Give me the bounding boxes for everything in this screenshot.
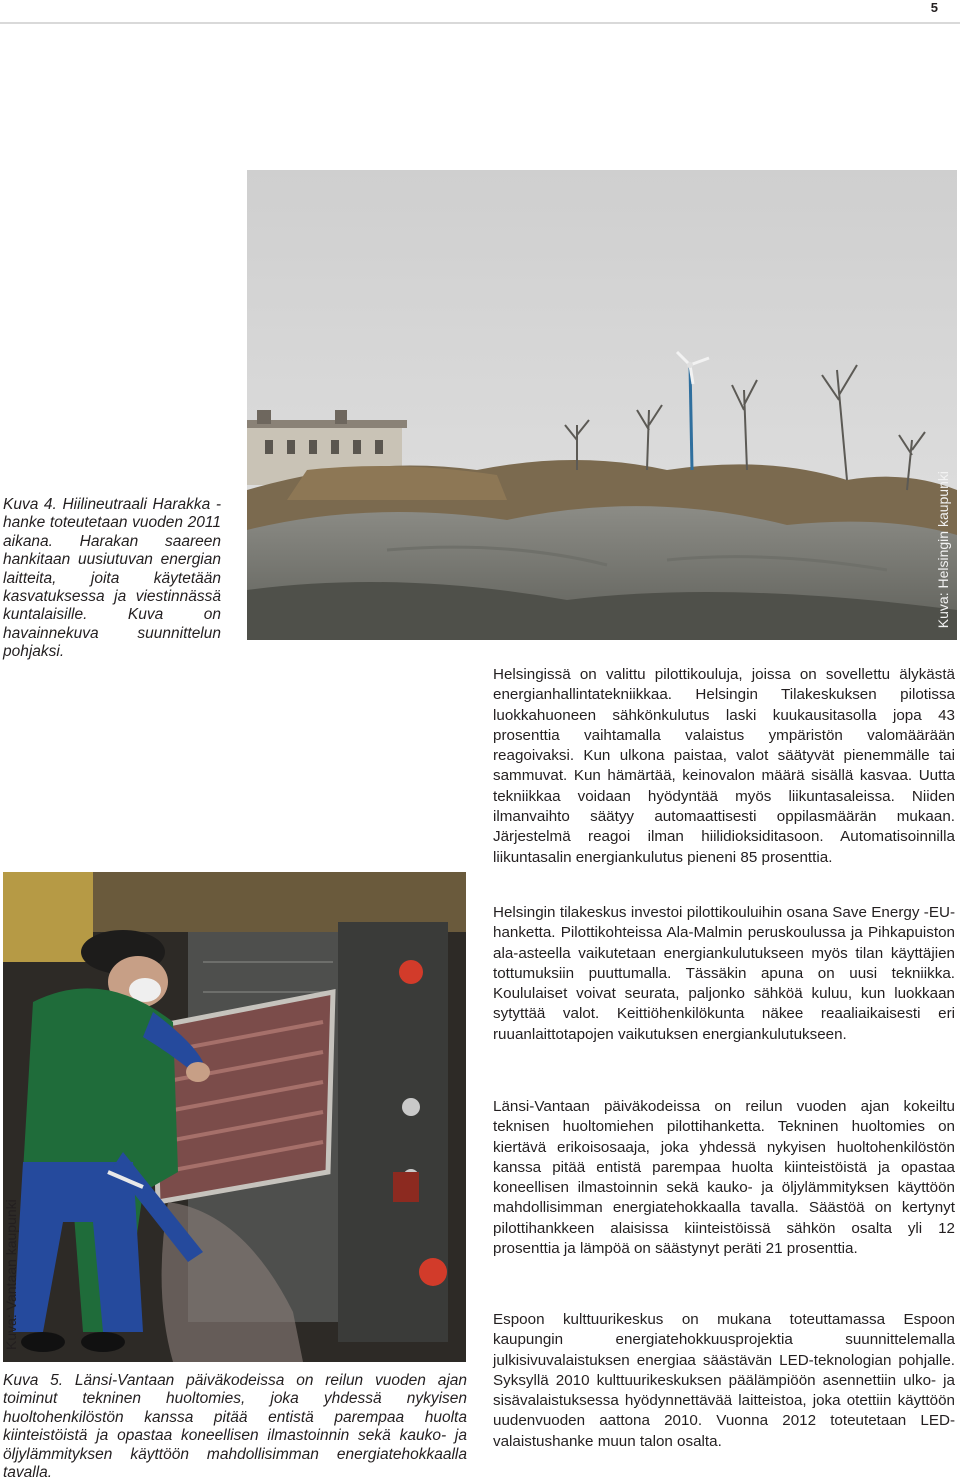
figure-5-photo bbox=[3, 872, 466, 1362]
body-paragraph-2: Helsingin tilakeskus investoi pilottikouluihin osana Save Energy -EU-hanketta. Pilottikohteissa Ala-Malmin peruskoulussa ja Pihkapuiston ala-asteella vaikutetaan energiankulutukseen myös tilan käyttäjien tottumuksiin puuttumalla. Tässäkin apuna on uusi tekniikka. Koululaiset voivat seurata, paljonko sähköä kuluu, kun luokkaan sytyttää valot. Keittiöhenkilökunta näkee reaaliaikaisesti eri ruuanlaittotapojen vaikutuksen energiankulutukseen. bbox=[493, 904, 955, 1043]
technician-filter-illustration bbox=[3, 872, 466, 1362]
body-paragraph-3: Länsi-Vantaan päiväkodeissa on reilun vuoden ajan kokeiltu teknisen huoltomiehen pilottihanketta. Tekninen huoltomies on kiertävä erikoisosaaja, joka yhdessä nykyisen huoltohenkilöstön kanssa pitää entistä parempaa huolta kiinteistöistä ja opastaa koneellisen ilmastoinnin sekä kauko- ja öljylämmityksen käyttöön mahdollisimman energiatehokkaalla tavalla. Säästöä on kertynyt pilottihankkeen alaisissa kiinteistöissä sähkön osalta yli 12 prosenttia ja lämpöä on säästynyt peräti 21 prosenttia. bbox=[493, 1098, 955, 1258]
figure-5-credit: Kuva: Vantaan kaupunki bbox=[3, 1199, 19, 1350]
body-paragraph-4: Espoon kulttuurikeskus on mukana toteuttamassa Espoon kaupungin energiatehokkuusprojektia suunnittelemalla julkisivuvalaistuksen energiaa säästävän LED-teknologian pohjalle. Syksyllä 2010 kulttuurikeskuksen päälämpiöön asennettiin ulko- ja sisävalaistuksessa hyödynnettävää laitteistoa, joka otettiin käyttöön uudenvuoden aattona 2010. Vuonna 2012 toteutetaan LED-valaistushanke muun talon osalta. bbox=[493, 1311, 955, 1450]
header-divider bbox=[0, 22, 960, 24]
page-number: 5 bbox=[930, 0, 938, 15]
island-landscape-illustration bbox=[247, 170, 957, 640]
body-paragraph-1: Helsingissä on valittu pilottikouluja, joissa on sovellettu älykästä energianhallintatekniikkaa. Helsingin Tilakeskuksen pilotissa luokkahuoneen sähkönkulutus laski kuukausitasolla jopa 43 prosenttia vaihtamalla valaistus ympäristön valomäärään reagoivaksi. Kun ulkona paistaa, valot säätyvät pienemmälle tai sammuvat. Kun hämärtää, keinovalon määrä sisällä kasvaa. Uutta tekniikkaa voidaan hyödyntää myös liikuntasaleissa. Niiden ilmanvaihto säätyy automaattisesti oppilasmäärän mukaan. Järjestelmä reagoi ilman hiilidioksiditasoon. Automatisoinnilla liikuntasalin energiankulutus pieneni 85 prosenttia. bbox=[493, 666, 955, 866]
figure-4-caption: Kuva 4. Hiilineutraali Harakka -hanke toteutetaan vuoden 2011 aikana. Harakan saareen hankitaan uusiutuvan energian laitteita, joita käytetään kasvatuksessa ja viestinnässä kuntalaisille. Kuva on havainnekuva suunnittelun pohjaksi. bbox=[3, 496, 221, 661]
figure-4-photo bbox=[247, 170, 957, 640]
figure-4-credit: Kuva: Helsingin kaupunki bbox=[935, 470, 951, 628]
figure-5-caption: Kuva 5. Länsi-Vantaan päiväkodeissa on reilun vuoden ajan toiminut tekninen huoltomies, joka yhdessä nykyisen huoltohenkilöstön kanssa pitää entistä parempaa huolta kiinteistöistä ja opastaa koneellisen ilmastoinnin sekä kauko- ja öljylämmityksen käyttöön mahdollisimman energiatehokkaalla tavalla. bbox=[3, 1372, 467, 1482]
